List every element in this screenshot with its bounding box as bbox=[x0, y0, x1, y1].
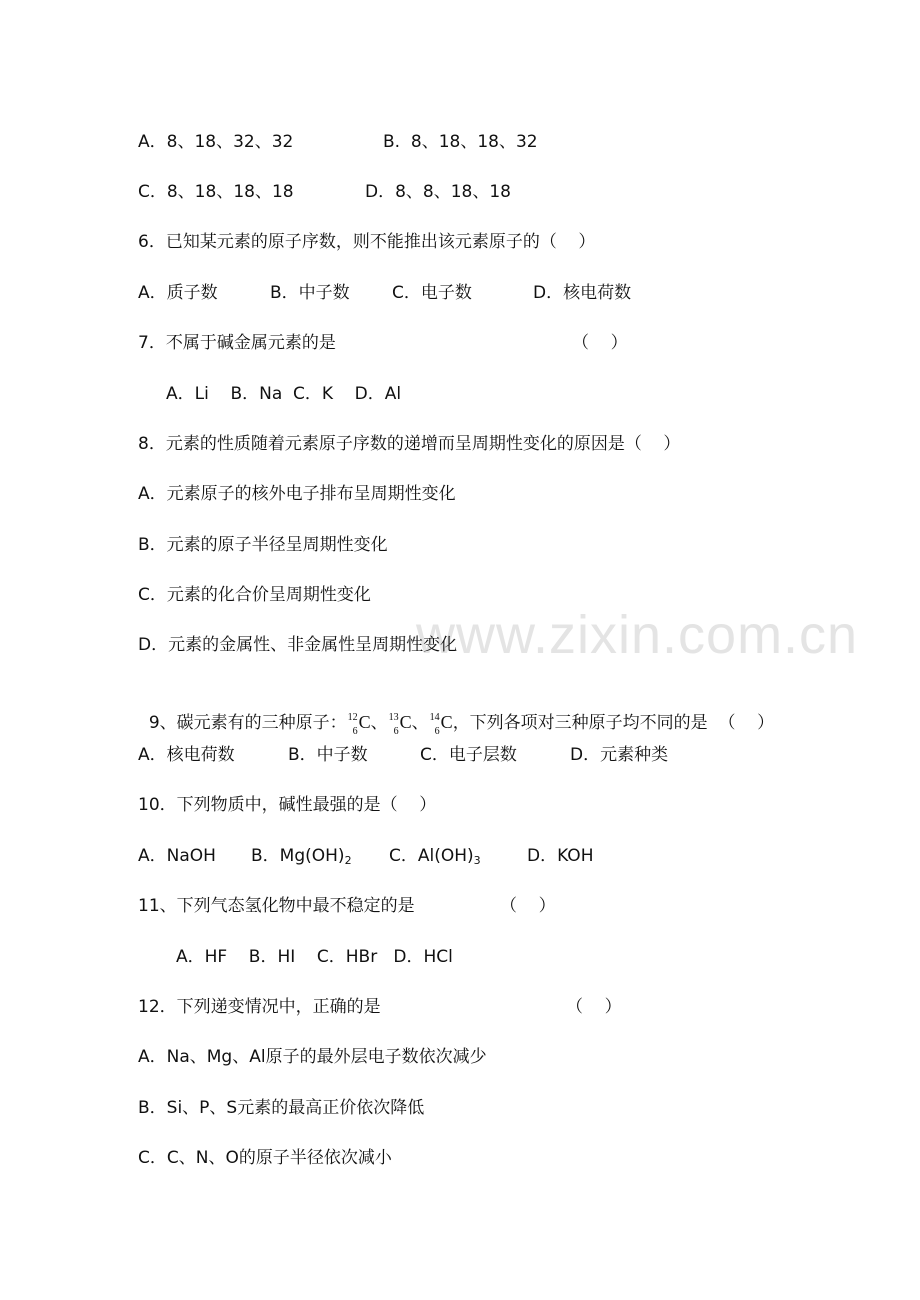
q11-answer-paren: （ ） bbox=[500, 896, 556, 916]
q11-options: A．HF B．HI C．HBr D．HCl bbox=[176, 947, 453, 967]
q8-option-d: D．元素的金属性、非金属性呈周期性变化 bbox=[138, 635, 458, 655]
q5-option-c: C．8、18、18、18 bbox=[138, 182, 294, 202]
q12-answer-paren: （ ） bbox=[566, 997, 622, 1017]
q12-stem: 12．下列递变情况中，正确的是 bbox=[138, 997, 381, 1017]
q12-option-a: A．Na、Mg、Al原子的最外层电子数依次减少 bbox=[138, 1047, 487, 1067]
q10-option-a: A．NaOH bbox=[138, 846, 216, 866]
q6-stem: 6．已知某元素的原子序数，则不能推出该元素原子的（ ） bbox=[138, 232, 596, 252]
q12-option-c: C．C、N、O的原子半径依次减小 bbox=[138, 1148, 392, 1168]
q10-option-b: B．$Mg(OH)_2$ bbox=[251, 846, 352, 867]
q6-option-a: A．质子数 bbox=[138, 283, 218, 303]
q5-option-b: B. 8、18、18、32 bbox=[383, 132, 538, 152]
q7-answer-paren: （ ） bbox=[572, 333, 628, 353]
q11-stem: 11、下列气态氢化物中最不稳定的是 bbox=[138, 896, 415, 916]
watermark: www.zixin.com.cn bbox=[416, 605, 859, 665]
q6-option-c: C．电子数 bbox=[392, 283, 472, 303]
q9-stem: 9、碳元素有的三种原子： 12 6 C、 13 6 C、 14 6 C，下列各项对三种原子均不同的是 （ ） bbox=[148, 712, 775, 737]
q8-stem: 8．元素的性质随着元素原子序数的递增而呈周期性变化的原因是（ ） bbox=[138, 434, 681, 454]
q5-option-d: D．8、8、18、18 bbox=[365, 182, 511, 202]
q7-stem: 7．不属于碱金属元素的是 bbox=[138, 333, 336, 353]
q8-option-c: C．元素的化合价呈周期性变化 bbox=[138, 585, 371, 605]
q8-option-a: A．元素原子的核外电子排布呈周期性变化 bbox=[138, 484, 456, 504]
q9-stem-prefix: 9、碳元素有的三种原子： bbox=[148, 713, 347, 733]
q5-option-a: A．8、18、32、32 bbox=[138, 132, 294, 152]
q10-option-c: C．$Al(OH)_3$ bbox=[389, 846, 481, 867]
q9-option-c: C．电子层数 bbox=[420, 745, 517, 765]
isotope-symbol: C bbox=[440, 712, 453, 732]
q10-stem: 10．下列物质中，碱性最强的是（ ） bbox=[138, 795, 437, 815]
q7-options: A．Li B．Na C．K D．Al bbox=[166, 384, 402, 404]
q9-option-d: D．元素种类 bbox=[570, 745, 669, 765]
isotope-symbol: C bbox=[358, 712, 371, 732]
q9-stem-suffix: ，下列各项对三种原子均不同的是 （ ） bbox=[452, 713, 775, 733]
q12-option-b: B．Si、P、S元素的最高正价依次降低 bbox=[138, 1098, 425, 1118]
carbon-12-isotope: 12 6 bbox=[347, 712, 358, 737]
q6-option-b: B．中子数 bbox=[270, 283, 350, 303]
carbon-14-isotope: 14 6 bbox=[429, 712, 440, 737]
carbon-13-isotope: 13 6 bbox=[388, 712, 399, 737]
q9-option-b: B．中子数 bbox=[288, 745, 368, 765]
q10-option-d: D．KOH bbox=[527, 846, 594, 866]
q6-option-d: D．核电荷数 bbox=[533, 283, 632, 303]
isotope-symbol: C bbox=[399, 712, 412, 732]
q9-option-a: A．核电荷数 bbox=[138, 745, 235, 765]
q8-option-b: B．元素的原子半径呈周期性变化 bbox=[138, 535, 388, 555]
